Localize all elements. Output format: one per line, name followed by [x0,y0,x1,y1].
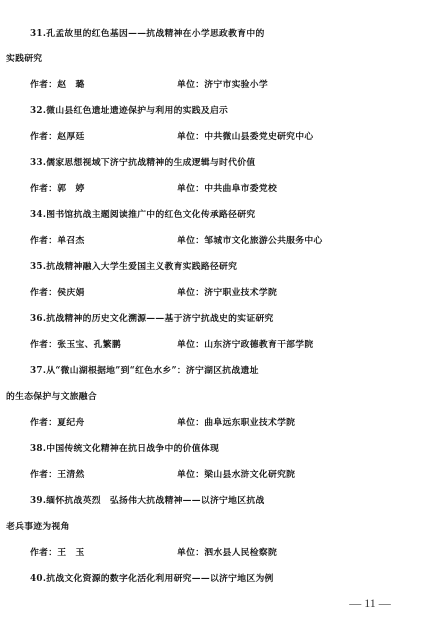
entry-author: 作者：赵 璐 [30,80,85,90]
entry-title: 32.微山县红色遗址遗迹保护与利用的实践及启示 [30,106,229,116]
entry-author-row [0,73,435,97]
entry-unit: 单位：邹城市文化旅游公共服务中心 [177,236,323,246]
entry-title: 39.缅怀抗战英烈 弘扬伟大抗战精神——以济宁地区抗战 [30,496,265,506]
entry-title: 37.从“微山湖根据地”到“红色水乡”：济宁湖区抗战遗址 [30,366,259,376]
entry-title-continuation: 实践研究 [6,54,43,64]
entry-author: 作者：赵厚廷 [30,132,85,142]
entry-author: 作者：夏纪舟 [30,418,85,428]
entry-author-row [0,333,435,357]
entry-author: 作者：单召杰 [30,236,85,246]
entry-title: 38.中国传统文化精神在抗日战争中的价值体现 [30,444,220,454]
entry-title: 40.抗战文化资源的数字化活化利用研究——以济宁地区为例 [30,574,274,584]
page-number: — 11 — [349,596,391,610]
entry-title: 33.儒家思想视域下济宁抗战精神的生成逻辑与时代价值 [30,158,256,168]
entry-title-continuation: 老兵事迹为视角 [6,522,70,532]
entry-author: 作者：郭 婷 [30,184,85,194]
entry-title: 36.抗战精神的历史文化溯源——基于济宁抗战史的实证研究 [30,314,274,324]
entry-author-row [0,463,435,487]
entry-author-row [0,411,435,435]
entry-title: 35.抗战精神融入大学生爱国主义教育实践路径研究 [30,262,238,272]
entry-author: 作者：王清然 [30,470,85,480]
entry-unit: 单位：泗水县人民检察院 [177,548,278,558]
entry-unit: 单位：中共微山县委党史研究中心 [177,132,314,142]
entry-author: 作者：侯庆娟 [30,288,85,298]
entry-author-row [0,281,435,305]
entry-author-row [0,541,435,565]
entry-author-row [0,125,435,149]
entry-unit: 单位：济宁市实验小学 [177,80,268,90]
entry-author-row [0,229,435,253]
entry-author: 作者：王 玉 [30,548,85,558]
entry-unit: 单位：中共曲阜市委党校 [177,184,278,194]
entry-title: 34.图书馆抗战主题阅读推广中的红色文化传承路径研究 [30,210,256,220]
entry-title: 31.孔孟故里的红色基因——抗战精神在小学思政教育中的 [30,29,265,39]
entry-title-continuation: 的生态保护与文旅融合 [6,392,97,402]
entry-unit: 单位：山东济宁政德教育干部学院 [177,340,314,350]
entry-unit: 单位：曲阜远东职业技术学院 [177,418,296,428]
entry-author-row [0,177,435,201]
entry-author: 作者：张玉宝、孔繁鹏 [30,340,121,350]
entry-unit: 单位：济宁职业技术学院 [177,288,278,298]
entry-unit: 单位：梁山县水浒文化研究院 [177,470,296,480]
